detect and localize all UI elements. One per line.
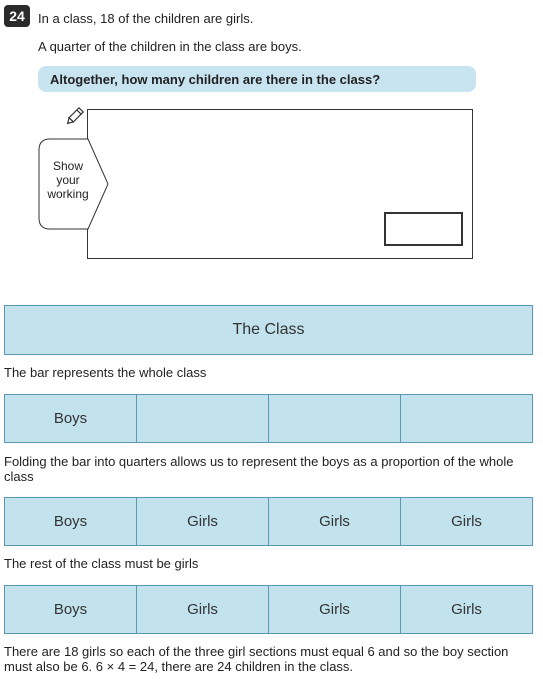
quarters-bar-cell: Boys [53,410,88,427]
caption-quarters-line1: Folding the bar into quarters allows us to represent the boys as a proportion of the whole [4,454,514,469]
show-working-label-line1: Show [52,159,84,173]
show-working-label [40,159,96,201]
caption-conclusion-line1: There are 18 girls so each of the three girl sections must equal 6 and so the boy section [4,644,509,659]
pencil-icon [64,106,84,128]
final-bar-cell: Girls [136,586,268,633]
boys-girls-bar [4,497,533,546]
caption-quarters [4,454,534,484]
class-bar-label: The Class [232,321,305,338]
caption-quarters-line2: class [4,469,34,484]
class-bar [4,305,533,355]
boys-girls-bar-cell: Girls [268,498,400,545]
show-working-label-line3: working [47,187,89,201]
final-bar-cell: Girls [400,586,532,633]
quarters-bar [4,394,533,443]
quarters-bar-cell [400,395,532,442]
final-bar-cell: Boys [53,601,88,618]
quarters-bar-cell [136,395,268,442]
caption-conclusion [4,644,534,674]
question-line-1: In a class, 18 of the children are girls. [38,11,254,26]
caption-rest-girls: The rest of the class must be girls [4,556,199,571]
question-line-2: A quarter of the children in the class are boys. [38,39,302,54]
boys-girls-bar-cell: Boys [53,513,88,530]
question-prompt-text: Altogether, how many children are there in the class? [50,71,381,87]
boys-girls-bar-cell: Girls [136,498,268,545]
caption-whole-class: The bar represents the whole class [4,365,207,380]
caption-conclusion-line2: must also be 6. 6 × 4 = 24, there are 24 children in the class. [4,659,354,674]
question-prompt [38,66,476,92]
question-number-badge: 24 [4,5,30,27]
show-working-label-line2: your [56,173,80,187]
final-bar-cell: Girls [268,586,400,633]
answer-box[interactable] [384,212,463,246]
final-bar [4,585,533,634]
quarters-bar-cell [268,395,400,442]
boys-girls-bar-cell: Girls [400,498,532,545]
